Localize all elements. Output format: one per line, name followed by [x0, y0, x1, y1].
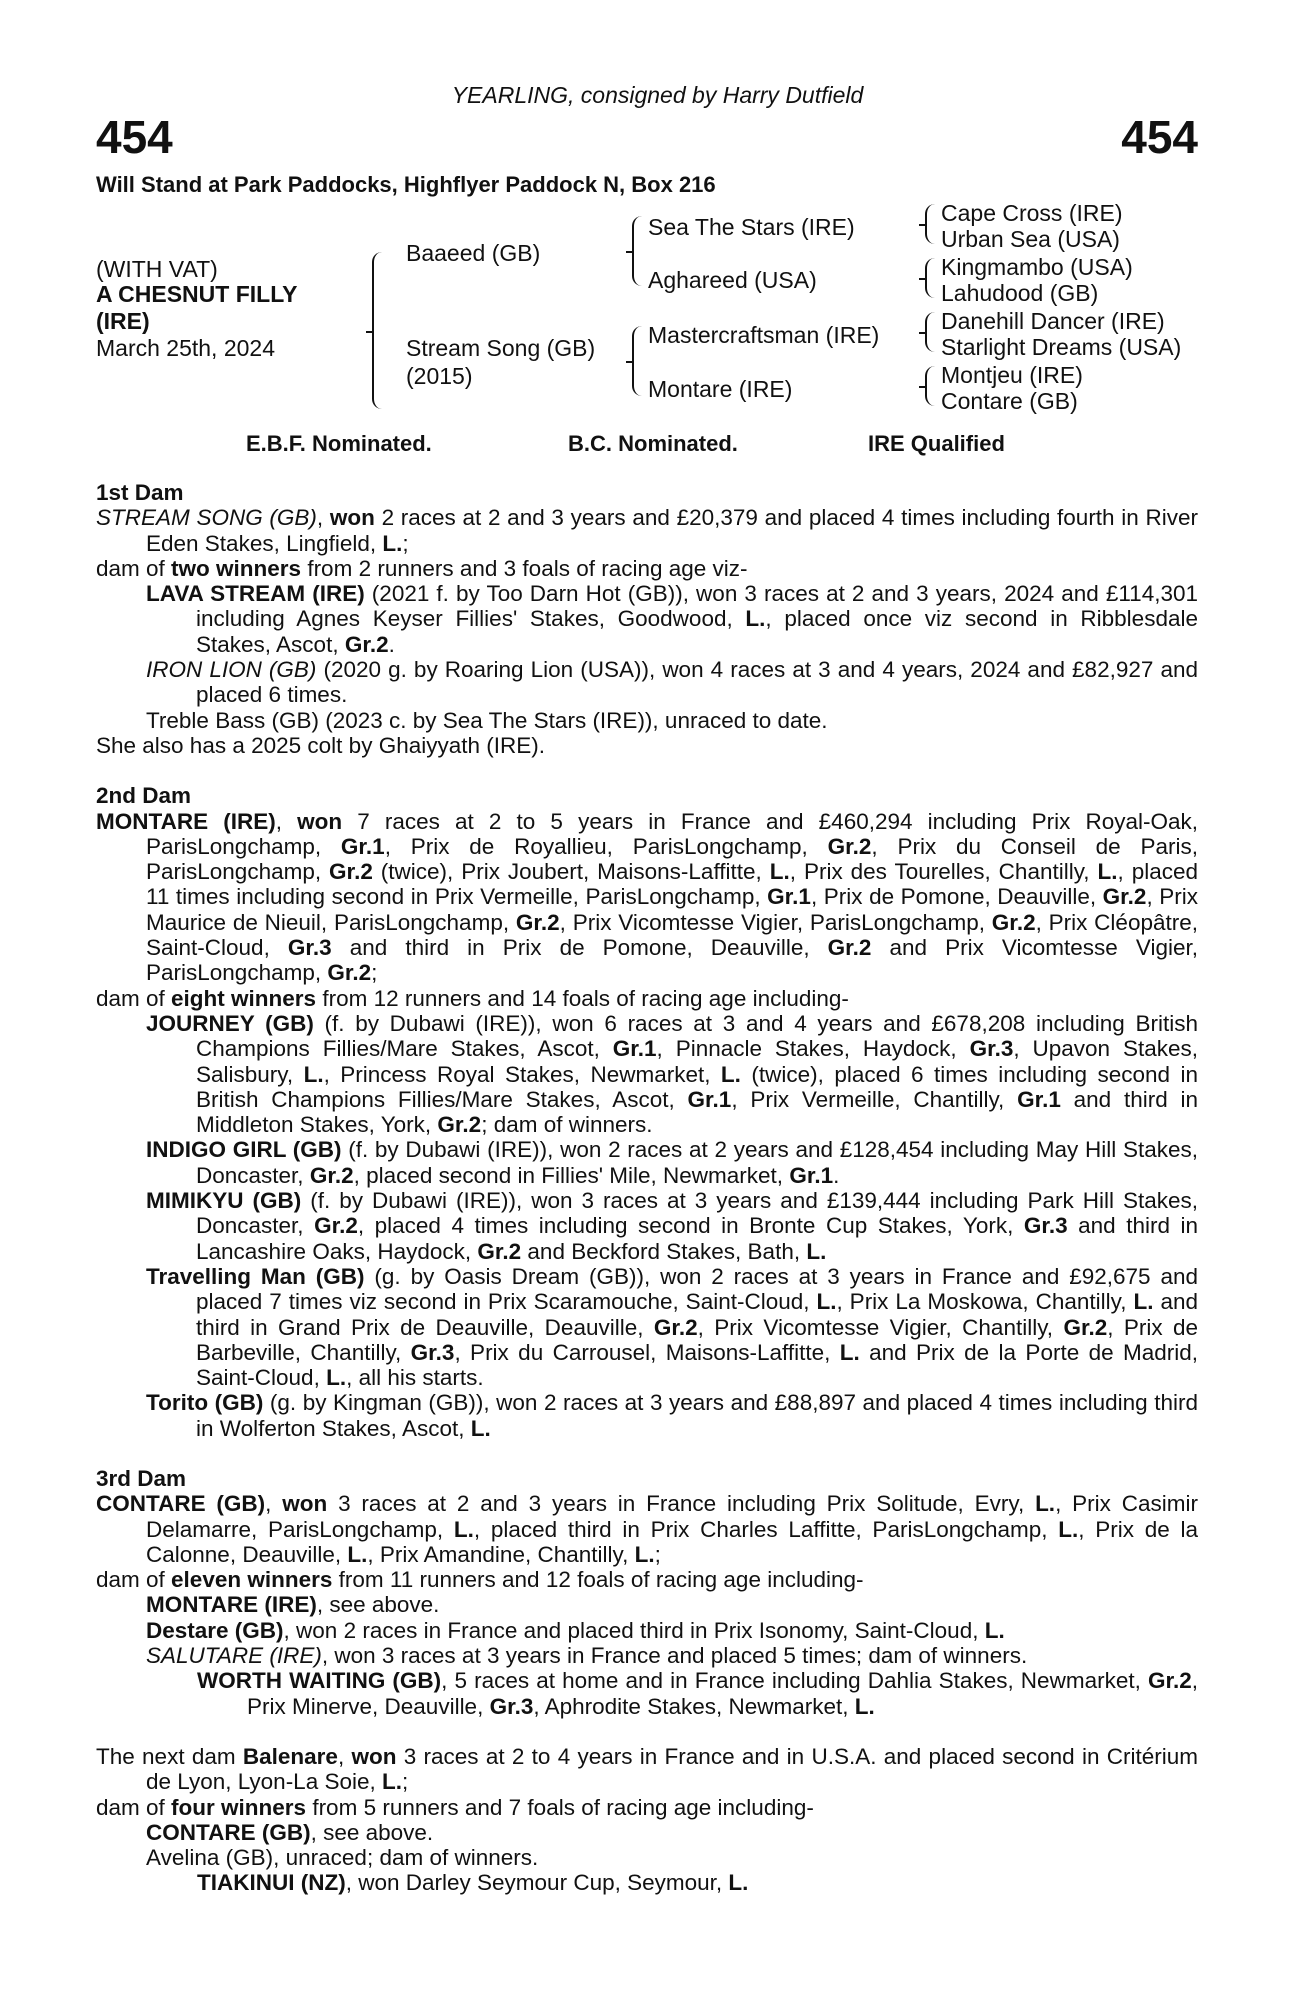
text: ,	[316, 505, 330, 531]
text: , Prix de Barbeville, Chantilly,	[196, 1314, 1199, 1365]
dam-section	[96, 1744, 1198, 1896]
bold-text: L.	[839, 1339, 860, 1365]
bold-text: Gr.2	[515, 909, 560, 935]
text: , Prix du Carrousel, Maisons-Laffitte,	[454, 1339, 840, 1365]
text: 7 races at 2 to 5 years in France and £460,294 including Prix Royal-Oak, ParisLongchamp,	[146, 808, 1198, 859]
great-grandparent: Contare (GB)	[941, 388, 1078, 414]
text: , placed second in Fillies' Mile, Newmarket,	[353, 1162, 790, 1188]
pedigree-entry	[96, 1820, 1198, 1845]
text: from 5 runners and 7 foals of racing age including-	[306, 1794, 814, 1820]
bold-text: MONTARE (IRE)	[146, 1592, 317, 1618]
bold-text: JOURNEY (GB)	[146, 1010, 314, 1036]
bold-text: four winners	[171, 1794, 307, 1820]
text: ;	[402, 1769, 409, 1795]
text: ;	[402, 530, 409, 556]
bold-text: L.	[1035, 1491, 1056, 1517]
bold-text: WORTH WAITING (GB)	[197, 1668, 442, 1694]
bold-text: Gr.3	[287, 935, 332, 961]
bold-text: MONTARE (IRE)	[96, 808, 276, 834]
text: and Prix de la Porte de Madrid, Saint-Cloud,	[196, 1339, 1199, 1391]
bold-text: L.	[816, 1289, 837, 1315]
text: (2021 f. by Too Darn Hot (GB)), won 3 races at 2 and 3 years, 2024 and £114,301 including Agnes Keyser Fillies' Stakes, Goodwood,	[196, 581, 1199, 632]
text: and Beckford Stakes, Bath,	[521, 1238, 807, 1264]
brace	[925, 366, 935, 406]
bold-text: Gr.3	[489, 1693, 534, 1719]
bold-text: Gr.1	[1017, 1086, 1061, 1112]
text: , Prix de la Calonne, Deauville,	[146, 1516, 1198, 1567]
section-title: 2nd Dam	[96, 783, 192, 809]
bold-text: won	[351, 1743, 397, 1769]
text: , won Darley Seymour Cup, Seymour,	[345, 1870, 729, 1896]
bold-text: CONTARE (GB)	[96, 1491, 266, 1517]
dam-year: (2015)	[406, 363, 473, 389]
bold-text: Torito (GB)	[146, 1390, 264, 1416]
text: from 2 runners and 3 foals of racing age viz-	[301, 555, 748, 581]
text: , Prix Vicomtesse Vigier, Chantilly,	[697, 1314, 1064, 1340]
bold-text: Gr.1	[612, 1036, 657, 1062]
text: and Prix Vicomtesse Vigier, ParisLongchamp,	[146, 935, 1198, 986]
text: , Pinnacle Stakes, Haydock,	[656, 1036, 970, 1062]
bold-text: L.	[806, 1238, 827, 1264]
text: , 5 races at home and in France including Dahlia Stakes, Newmarket,	[441, 1668, 1148, 1694]
bold-text: Balenare	[242, 1743, 338, 1769]
brace	[632, 216, 642, 286]
bold-text: L.	[470, 1415, 491, 1441]
pedigree-entry	[96, 1264, 1198, 1390]
pedigree-entry	[96, 1592, 1198, 1617]
bold-text: Gr.2	[991, 909, 1036, 935]
bold-text: TIAKINUI (NZ)	[197, 1870, 346, 1896]
text: (twice), Prix Joubert, Maisons-Laffitte,	[372, 859, 770, 885]
great-grandparent: Cape Cross (IRE)	[941, 200, 1123, 226]
lot-number-right: 454	[1121, 111, 1198, 163]
text: (f. by Dubawi (IRE)), won 2 races at 2 years and £128,454 including May Hill Stakes, Doncaster,	[196, 1137, 1198, 1188]
text: 2 races at 2 and 3 years and £20,379 and placed 4 times including fourth in River Eden Stakes, Lingfield,	[146, 505, 1198, 556]
text: , Prix Vermeille, Chantilly,	[731, 1086, 1018, 1112]
pedigree-entry	[96, 1795, 1198, 1820]
text: , placed third in Prix Charles Laffitte, ParisLongchamp,	[473, 1516, 1059, 1542]
text: 3 races at 2 and 3 years in France including Prix Solitude, Evry,	[327, 1491, 1036, 1517]
consignment-heading: YEARLING, consigned by Harry Dutfield	[451, 82, 864, 108]
text: and third in Prix de Pomone, Deauville,	[331, 935, 828, 961]
bold-text: Gr.2	[1147, 1668, 1192, 1694]
text: dam of	[96, 985, 172, 1011]
text: (g. by Kingman (GB)), won 2 races at 3 years and £88,897 and placed 4 times including third in Wolferton Stakes, Ascot,	[196, 1390, 1198, 1441]
text: (f. by Dubawi (IRE)), won 6 races at 3 and 4 years and £678,208 including British Champions Fillies/Mare Stakes, Ascot,	[196, 1010, 1198, 1062]
text: , see above.	[310, 1819, 434, 1845]
text: , Prix Amandine, Chantilly,	[367, 1541, 635, 1567]
bold-text: L.	[382, 530, 403, 556]
bold-text: Gr.2	[653, 1314, 698, 1340]
italic-text: IRON LION (GB)	[146, 657, 317, 683]
pedigree-entry	[96, 1011, 1198, 1137]
great-grandparent: Kingmambo (USA)	[941, 254, 1133, 280]
text: .	[833, 1162, 840, 1188]
text: ,	[265, 1491, 283, 1517]
bold-text: Gr.2	[437, 1112, 482, 1138]
sire: Baaeed (GB)	[406, 240, 541, 266]
pedigree-entry	[96, 1643, 1198, 1668]
italic-text: SALUTARE (IRE)	[146, 1643, 322, 1669]
text: (2020 g. by Roaring Lion (USA)), won 4 races at 3 and 4 years, 2024 and £82,927 and placed 6 times.	[196, 657, 1198, 708]
bold-text: L.	[382, 1769, 402, 1795]
text: , won 3 races at 3 years in France and placed 5 times; dam of winners.	[321, 1643, 1028, 1669]
foaling-date: March 25th, 2024	[96, 335, 276, 361]
pedigree-entry	[96, 1845, 1198, 1870]
italic-text: STREAM SONG (GB)	[96, 505, 317, 531]
text: ;	[654, 1541, 661, 1567]
text: , Prix du Conseil de Paris, ParisLongchamp,	[146, 833, 1198, 885]
text: , all his starts.	[346, 1365, 484, 1391]
dam-dam: Montare (IRE)	[648, 376, 793, 402]
pedigree-entry	[96, 1567, 1198, 1592]
bold-text: Gr.3	[410, 1339, 455, 1365]
bold-text: L.	[1058, 1516, 1079, 1542]
text: , won 2 races in France and placed third in Prix Isonomy, Saint-Cloud,	[283, 1617, 985, 1643]
bold-text: L.	[720, 1061, 741, 1087]
dam-section	[96, 1466, 1198, 1719]
text: .	[388, 631, 395, 657]
bold-text: Gr.1	[340, 833, 385, 859]
text: ;	[371, 960, 378, 986]
bold-text: Gr.1	[767, 884, 811, 910]
text: , Prix Casimir Delamarre, ParisLongchamp,	[146, 1491, 1198, 1542]
bold-text: Gr.2	[477, 1238, 522, 1264]
bold-text: Gr.2	[314, 1213, 358, 1239]
text: , Prix Minerve, Deauville,	[247, 1668, 1198, 1719]
pedigree-entry	[96, 708, 1198, 733]
bold-text: Gr.2	[1063, 1314, 1108, 1340]
dam-section	[96, 783, 1198, 1441]
text: Treble Bass (GB) (2023 c. by Sea The Stars (IRE)), unraced to date.	[146, 707, 828, 733]
text: , Prix des Tourelles, Chantilly,	[789, 859, 1098, 885]
text: (f. by Dubawi (IRE)), won 3 races at 3 years and £139,444 including Park Hill Stakes, Doncaster,	[196, 1188, 1199, 1239]
pedigree-entry	[96, 1870, 1198, 1895]
bold-text: Gr.3	[969, 1036, 1014, 1062]
dam: Stream Song (GB)	[406, 335, 596, 361]
brace	[925, 204, 935, 244]
text: , Prix Cléopâtre, Saint-Cloud,	[146, 909, 1198, 961]
great-grandparent: Urban Sea (USA)	[941, 226, 1120, 252]
dam-section	[96, 480, 1198, 758]
text: from 11 runners and 12 foals of racing age including-	[332, 1567, 864, 1593]
pedigree-entry	[96, 581, 1198, 657]
bold-text: LAVA STREAM (IRE)	[146, 581, 365, 607]
text: dam of	[96, 1567, 172, 1593]
pedigree-entry	[96, 1491, 1198, 1567]
bold-text: Gr.2	[827, 935, 872, 961]
bold-text: L.	[453, 1516, 474, 1542]
pedigree-entry	[96, 1744, 1198, 1795]
bold-text: L.	[984, 1617, 1005, 1643]
great-grandparent: Montjeu (IRE)	[941, 362, 1083, 388]
brace	[372, 252, 382, 409]
bold-text: L.	[769, 859, 790, 885]
horse-name-country: (IRE)	[96, 308, 150, 334]
text: ,	[275, 808, 298, 834]
text: and third in Lancashire Oaks, Haydock,	[196, 1213, 1199, 1264]
bold-text: two winners	[171, 555, 302, 581]
pedigree-entry	[96, 657, 1198, 708]
bold-text: eleven winners	[171, 1567, 333, 1593]
bold-text: eight winners	[171, 985, 317, 1011]
text: dam of	[96, 1794, 172, 1820]
text: (g. by Oasis Dream (GB)), won 2 races at 3 years in France and £92,675 and placed 7 times viz second in Prix Scaramouche, Saint-Cloud,	[196, 1263, 1198, 1315]
bold-text: Gr.2	[329, 859, 373, 885]
bold-text: L.	[1133, 1289, 1154, 1315]
pedigree-entry	[96, 733, 1198, 758]
brace	[632, 326, 642, 396]
text: , Prix Maurice de Nieuil, ParisLongchamp,	[146, 884, 1199, 935]
pedigree-entry	[96, 1390, 1198, 1441]
pedigree-entry	[96, 1137, 1198, 1188]
bold-text: MIMIKYU (GB)	[146, 1188, 302, 1214]
bold-text: Gr.1	[687, 1086, 732, 1112]
pedigree-entry	[96, 556, 1198, 581]
text: and third in Middleton Stakes, York,	[196, 1086, 1199, 1138]
dam-sire: Mastercraftsman (IRE)	[648, 322, 880, 348]
bold-text: Gr.2	[344, 631, 389, 657]
text: ,	[337, 1743, 352, 1769]
bold-text: L.	[854, 1693, 875, 1719]
bold-text: won	[329, 505, 375, 531]
bold-text: INDIGO GIRL (GB)	[146, 1137, 342, 1163]
text: (twice), placed 6 times including second in British Champions Fillies/Mare Stakes, Ascot,	[196, 1061, 1198, 1112]
bold-text: Gr.3	[1023, 1213, 1068, 1239]
text: , placed 4 times including second in Bronte Cup Stakes, York,	[357, 1213, 1024, 1239]
sire-sire: Sea The Stars (IRE)	[648, 214, 855, 240]
bc-nomination: B.C. Nominated.	[568, 431, 738, 456]
text: , Prix Vicomtesse Vigier, ParisLongchamp,	[559, 909, 992, 935]
text: , placed once viz second in Ribblesdale Stakes, Ascot,	[196, 606, 1198, 657]
pedigree-entry	[96, 1188, 1198, 1264]
text: , see above.	[316, 1592, 440, 1618]
pedigree-entry	[96, 986, 1198, 1011]
bold-text: L.	[1097, 859, 1118, 885]
text: dam of	[96, 555, 172, 581]
sire-dam: Aghareed (USA)	[648, 267, 817, 293]
text: The next dam	[96, 1743, 243, 1769]
text: and third in Grand Prix de Deauville, Deauville,	[196, 1289, 1198, 1340]
stabling-location: Will Stand at Park Paddocks, Highflyer Paddock N, Box 216	[96, 172, 716, 197]
bold-text: Destare (GB)	[146, 1617, 284, 1643]
bold-text: won	[282, 1491, 328, 1517]
bold-text: CONTARE (GB)	[146, 1819, 311, 1845]
bold-text: L.	[326, 1365, 347, 1391]
horse-name: A CHESNUT FILLY	[96, 281, 298, 307]
brace	[925, 258, 935, 298]
pedigree-entry	[96, 1618, 1198, 1643]
ire-qualified: IRE Qualified	[868, 431, 1005, 456]
great-grandparent: Danehill Dancer (IRE)	[941, 308, 1165, 334]
section-title: 1st Dam	[96, 480, 184, 505]
text: , Prix de Royallieu, ParisLongchamp,	[384, 833, 828, 859]
text: , Prix de Pomone, Deauville,	[810, 884, 1103, 910]
bold-text: Gr.1	[789, 1162, 834, 1188]
pedigree-entry	[96, 809, 1198, 986]
section-title: 3rd Dam	[96, 1465, 187, 1491]
catalogue-body	[96, 480, 1198, 1921]
text: , placed 11 times including second in Prix Vermeille, ParisLongchamp,	[146, 859, 1198, 910]
ebf-nomination: E.B.F. Nominated.	[246, 431, 432, 456]
bold-text: Gr.2	[327, 960, 372, 986]
bold-text: L.	[303, 1061, 324, 1087]
bold-text: Gr.2	[827, 833, 872, 859]
text: , Aphrodite Stakes, Newmarket,	[533, 1693, 855, 1719]
bold-text: L.	[745, 606, 766, 632]
bold-text: Travelling Man (GB)	[146, 1263, 365, 1289]
bold-text: Gr.2	[309, 1162, 354, 1188]
text: She also has a 2025 colt by Ghaiyyath (IRE).	[96, 732, 545, 758]
bold-text: L.	[728, 1870, 749, 1896]
vat-note: (WITH VAT)	[96, 256, 218, 282]
text: ; dam of winners.	[481, 1112, 653, 1138]
text: , Princess Royal Stakes, Newmarket,	[323, 1061, 721, 1087]
text: , Upavon Stakes, Salisbury,	[196, 1036, 1198, 1087]
text: , Prix La Moskowa, Chantilly,	[836, 1289, 1134, 1315]
bold-text: won	[297, 808, 343, 834]
great-grandparent: Lahudood (GB)	[941, 280, 1099, 306]
brace	[925, 312, 935, 352]
text: from 12 runners and 14 foals of racing age including-	[316, 985, 849, 1011]
bold-text: L.	[347, 1541, 368, 1567]
bold-text: L.	[634, 1541, 655, 1567]
pedigree-entry	[96, 1668, 1198, 1719]
great-grandparent: Starlight Dreams (USA)	[941, 334, 1182, 360]
text: Avelina (GB), unraced; dam of winners.	[146, 1845, 539, 1871]
text: 3 races at 2 to 4 years in France and in U.S.A. and placed second in Critérium de Lyon, Lyon-La Soie,	[146, 1743, 1198, 1795]
bold-text: Gr.2	[1102, 884, 1147, 910]
lot-number-left: 454	[96, 111, 173, 163]
pedigree-entry	[96, 505, 1198, 556]
